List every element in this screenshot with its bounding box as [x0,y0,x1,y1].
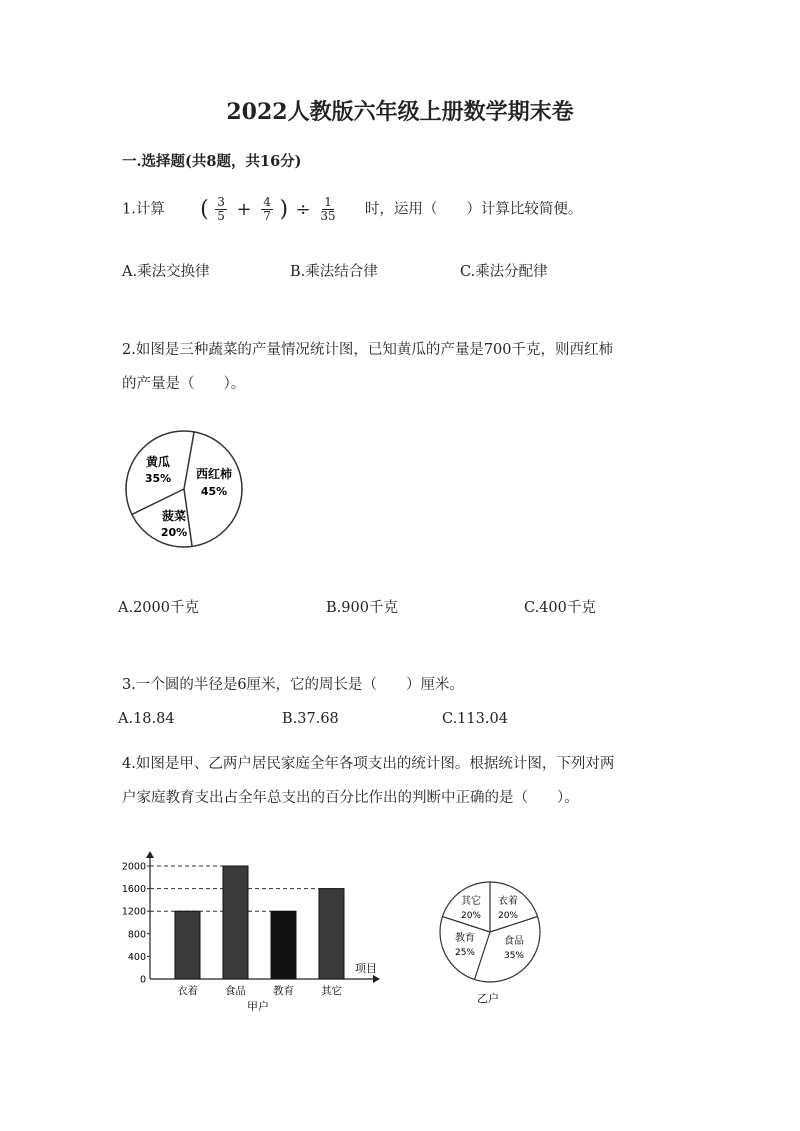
pie2-slice-boundary [475,932,491,980]
bar-3 [319,889,344,979]
y-tick-label: 1600 [121,884,146,896]
q4-text-line-1: 4.如图是甲、乙两户居民家庭全年各项支出的统计图。根据统计图，下列对两 [122,756,615,772]
q4-text-line-2: 户家庭教育支出占全年总支出的百分比作出的判断中正确的是（ ）。 [122,790,579,806]
q1-f2-numerator: 4 [263,195,271,209]
q3-text: 3.一个圆的半径是6厘米，它的周长是（ ）厘米。 [122,677,465,693]
section-heading: 一.选择题(共8题，共16分) [122,153,302,170]
bar-1 [223,866,248,979]
pie2-label-other: 其它 [461,896,481,907]
q1-right-paren: ) [279,197,289,222]
pie-value-cucumber: 35% [144,472,172,485]
pie2-value-food: 35% [503,951,525,961]
y-axis-arrow-icon [146,851,154,858]
q1-option-a[interactable]: A.乘法交换律 [122,264,210,280]
q1-f1-numerator: 3 [217,195,225,209]
q1-divide: ÷ [295,199,311,220]
q1-option-c[interactable]: C.乘法分配律 [460,264,548,280]
pie-label-tomato: 西红柿 [195,467,233,481]
q1-f1-denominator: 5 [217,209,225,223]
q2-option-b[interactable]: B.900千克 [326,600,398,616]
q3-option-b[interactable]: B.37.68 [282,711,339,727]
y-tick-label: 2000 [121,861,146,873]
q2-option-a[interactable]: A.2000千克 [118,600,199,616]
pie-slice-tomato [184,432,194,489]
q1-fraction-1 [215,196,227,223]
q3-option-a[interactable]: A.18.84 [118,711,175,727]
q1-fraction-3 [320,196,335,223]
y-tick-label: 800 [127,929,146,941]
q1-prefix: 1.计算 [122,201,165,218]
q2-text-line-2: 的产量是（ ）。 [122,376,246,392]
q3-option-c[interactable]: C.113.04 [442,711,508,727]
q1-f3-numerator: 1 [324,195,332,209]
q1-suffix: 时，运用（ ）计算比较简便。 [364,201,583,218]
pie-value-tomato: 45% [200,485,228,498]
question-1 [122,196,582,223]
x-category-label: 其它 [321,985,342,997]
pie-value-spinach: 20% [160,526,188,539]
page-title: 2022人教版六年级上册数学期末卷 [226,99,574,125]
pie2-value-education: 25% [454,948,476,958]
q1-plus: + [236,199,252,220]
bar-chart-caption: 甲户 [247,1000,269,1013]
pie-label-spinach: 菠菜 [161,509,187,523]
pie2-label-food: 食品 [504,936,524,947]
household-a-bar-chart [118,848,388,1018]
pie2-value-clothing: 20% [497,911,519,921]
bar-2 [271,911,296,979]
household-b-pie-chart [438,880,550,1010]
q2-option-c[interactable]: C.400千克 [524,600,596,616]
q1-f3-denominator: 35 [320,209,336,223]
bar-x-axis-label: 项目 [355,962,377,975]
q2-text-line-1: 2.如图是三种蔬菜的产量情况统计图，已知黄瓜的产量是700千克，则西红柿 [122,342,614,358]
pie-label-cucumber: 黄瓜 [145,455,171,469]
x-category-label: 教育 [273,985,294,997]
x-category-label: 衣着 [177,985,198,997]
y-tick-label: 1200 [121,906,146,918]
q1-left-paren: ( [200,197,209,222]
pie2-caption: 乙户 [477,992,499,1005]
x-axis-arrow-icon [373,975,380,983]
vegetable-pie-chart [120,428,250,552]
pie2-value-other: 20% [460,911,482,921]
x-category-label: 食品 [225,985,246,997]
bar-0 [175,911,200,979]
y-tick-label: 400 [127,951,146,963]
q1-f2-denominator: 7 [263,209,271,223]
pie2-label-clothing: 衣着 [498,896,518,907]
q1-fraction-2 [261,196,273,223]
pie2-label-education: 教育 [455,933,475,944]
q1-option-b[interactable]: B.乘法结合律 [290,264,378,280]
y-tick-label: 0 [139,974,146,986]
